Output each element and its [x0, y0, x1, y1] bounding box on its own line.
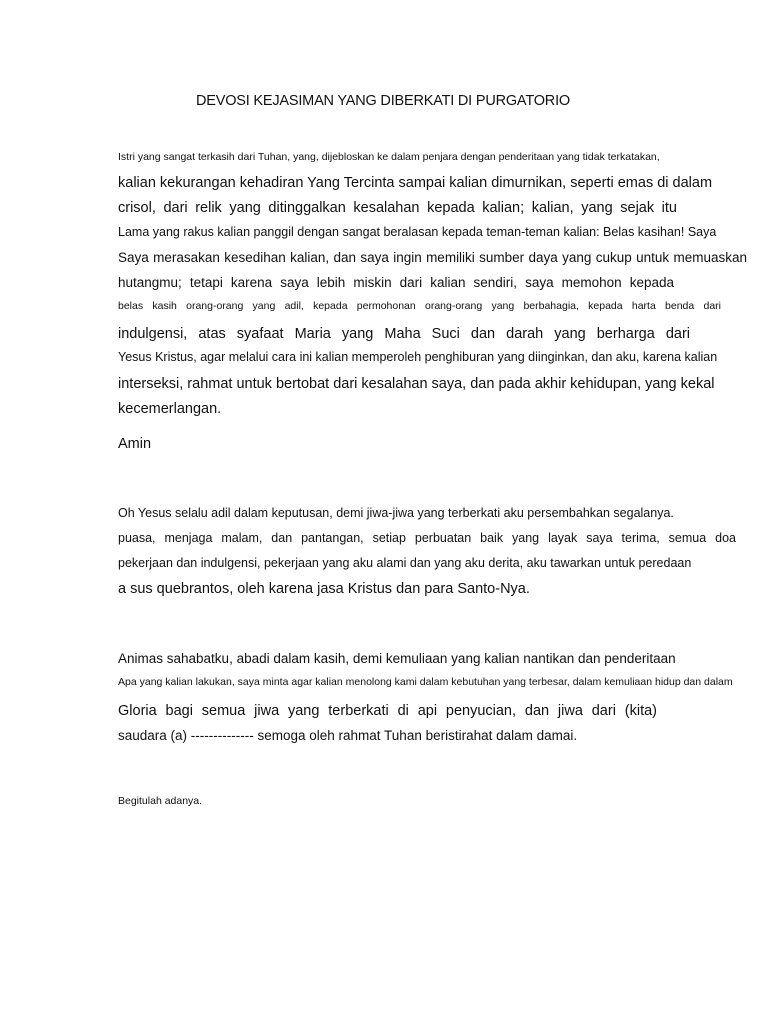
text-line: crisol, dari relik yang ditinggalkan kesalahan kepada kalian; kalian, yang sejak itu: [118, 200, 677, 216]
text-line: Lama yang rakus kalian panggil dengan sangat beralasan kepada teman-teman kalian: Belas kasihan! Saya: [118, 225, 717, 239]
text-line: Yesus Kristus, agar melalui cara ini kalian memperoleh penghiburan yang diinginkan, dan aku, karena kalian: [118, 350, 718, 364]
text-line: kecemerlangan.: [118, 401, 222, 417]
text-line: belas kasih orang-orang yang adil, kepada permohonan orang-orang yang berbahagia, kepada harta benda dari: [118, 300, 721, 312]
text-line: a sus quebrantos, oleh karena jasa Kristus dan para Santo-Nya.: [118, 581, 530, 597]
text-line: indulgensi, atas syafaat Maria yang Maha Suci dan darah yang berharga dari: [118, 326, 690, 342]
closing-amen: Amin: [118, 436, 152, 452]
text-line: Animas sahabatku, abadi dalam kasih, demi kemuliaan yang kalian nantikan dan penderitaan: [118, 651, 676, 666]
text-line: Istri yang sangat terkasih dari Tuhan, yang, dijebloskan ke dalam penjara dengan penderitaan yang tidak terkatakan,: [118, 151, 660, 163]
closing-line: Begitulah adanya.: [118, 795, 203, 807]
text-line: pekerjaan dan indulgensi, pekerjaan yang aku alami dan yang aku derita, aku tawarkan untuk peredaan: [118, 556, 692, 570]
text-line: interseksi, rahmat untuk bertobat dari kesalahan saya, dan pada akhir kehidupan, yang kekal: [118, 376, 715, 392]
text-line: Oh Yesus selalu adil dalam keputusan, demi jiwa-jiwa yang terberkati aku persembahkan segalanya.: [118, 506, 674, 520]
text-line: Apa yang kalian lakukan, saya minta agar kalian menolong kami dalam kebutuhan yang terbesar, dalam kemuliaan hidup dan dalam: [118, 676, 733, 688]
document-title: DEVOSI KEJASIMAN YANG DIBERKATI DI PURGATORIO: [196, 93, 570, 109]
text-line: hutangmu; tetapi karena saya lebih miskin dari kalian sendiri, saya memohon kepada: [118, 275, 674, 290]
text-line: Gloria bagi semua jiwa yang terberkati di api penyucian, dan jiwa dari (kita): [118, 703, 657, 719]
text-line: kalian kekurangan kehadiran Yang Tercinta sampai kalian dimurnikan, seperti emas di dalam: [118, 175, 713, 191]
text-line: puasa, menjaga malam, dan pantangan, setiap perbuatan baik yang layak saya terima, semua doa: [118, 531, 736, 545]
text-line: saudara (a) -------------- semoga oleh rahmat Tuhan beristirahat dalam damai.: [118, 728, 578, 743]
text-line: Saya merasakan kesedihan kalian, dan saya ingin memiliki sumber daya yang cukup untuk memuaskan: [118, 250, 747, 265]
